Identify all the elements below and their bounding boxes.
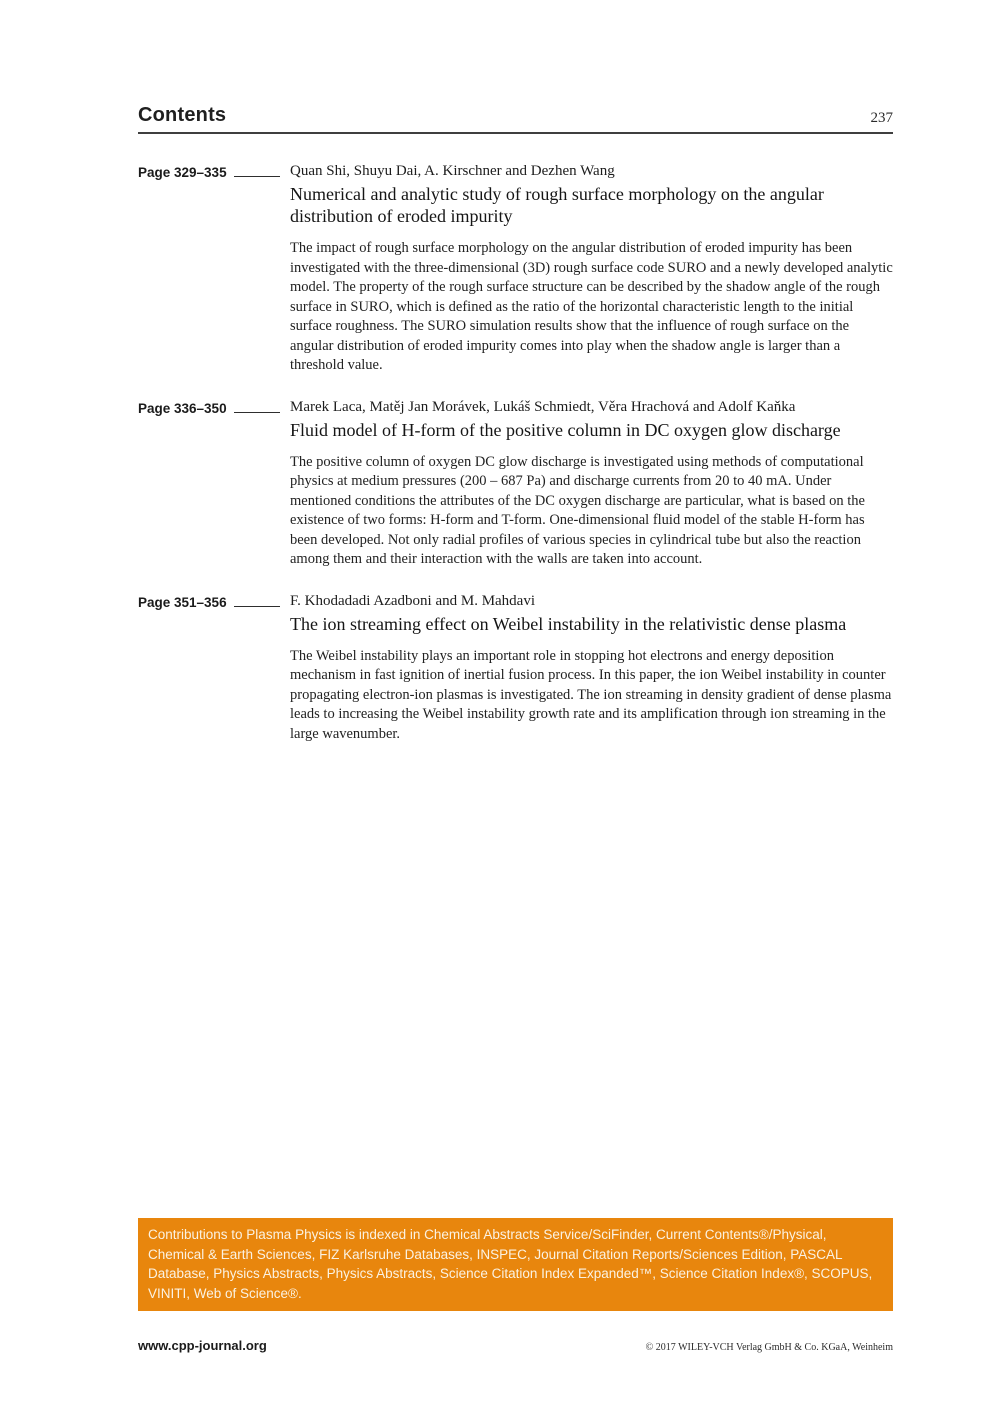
toc-entry-list — [138, 161, 893, 744]
indexing-banner — [138, 1218, 893, 1311]
entry-2-title: Fluid model of H-form of the positive column in DC oxygen glow discharge — [290, 419, 841, 440]
entry-2-fill-line — [234, 400, 280, 413]
entry-1-body — [290, 161, 893, 376]
toc-entry-3 — [138, 591, 893, 745]
indexing-banner-text: Contributions to Plasma Physics is indexed in Chemical Abstracts Service/SciFinder, Current Contents®/Physical, Chemical & Earth Sciences, FIZ Karlsruhe Databases, INSPEC, Journal Citation Reports/Sciences Edition, PASCAL Database, Physics Abstracts, Physics Abstracts, Science Citation Index Expanded™, Science Citation Index®, SCOPUS, VINITI, Web of Science®. — [148, 1227, 873, 1301]
page-title: Contents — [138, 104, 227, 126]
entry-1-abstract: The impact of rough surface morphology on the angular distribution of eroded impurity has been investigated with the three-dimensional (3D) rough surface code SURO and a newly developed analytic model. The property of the rough surface structure can be described by the shadow angle of the rough surface in SURO, which is defined as the ratio of the horizontal characteristic length to the initial surface roughness. The SURO simulation results show that the influence of rough surface on the angular distribution of eroded impurity comes into play when the shadow angle is larger than a threshold value. — [290, 240, 893, 373]
entry-2-page-range: Page 336–350 — [138, 400, 227, 416]
entry-3-abstract: The Weibel instability plays an important role in stopping hot electrons and energy deposition mechanism in fast ignition of inertial fusion process. In this paper, the ion Weibel instability in counter propagating electron-ion plasmas is investigated. The ion streaming in density gradient of dense plasma leads to increasing the Weibel instability growth rate and its amplification through ion streaming in the large wavenumber. — [290, 647, 892, 742]
entry-1-fill-line — [234, 164, 280, 177]
entry-3-title: The ion streaming effect on Weibel instability in the relativistic dense plasma — [290, 613, 847, 634]
entry-3-page-range: Page 351–356 — [138, 594, 227, 610]
entry-3-authors: F. Khodadadi Azadboni and M. Mahdavi — [290, 592, 536, 609]
journal-url: www.cpp-journal.org — [138, 1338, 267, 1353]
page-content — [138, 104, 893, 765]
entry-1-authors: Quan Shi, Shuyu Dai, A. Kirschner and Dezhen Wang — [290, 163, 615, 179]
page-footer — [138, 1338, 893, 1353]
entry-3-fill-line — [234, 594, 280, 607]
entry-1-title: Numerical and analytic study of rough surface morphology on the angular distribution of eroded impurity — [290, 184, 824, 226]
page-number: 237 — [870, 110, 893, 126]
copyright-notice: © 2017 WILEY-VCH Verlag GmbH & Co. KGaA, Weinheim — [645, 1342, 893, 1353]
entry-2-body — [290, 397, 893, 570]
entry-2-abstract: The positive column of oxygen DC glow discharge is investigated using methods of computational physics at medium pressures (200 – 687 Pa) and discharge currents from 20 to 40 mA. Under mentioned conditions the attributes of the DC oxygen discharge are particular, what is based on the existence of two forms: H-form and T-form. One-dimensional fluid model of the stable H-form has been developed. Not only radial profiles of various species in cylindrical tube but also the reaction among them and their interaction with the walls are taken into account. — [290, 453, 865, 567]
page-header — [138, 104, 893, 134]
entry-2-authors: Marek Laca, Matěj Jan Morávek, Lukáš Schmiedt, Věra Hrachová and Adolf Kaňka — [290, 398, 796, 415]
entry-1-left-column — [138, 161, 290, 376]
toc-entry-1 — [138, 161, 893, 376]
entry-2-left-column — [138, 397, 290, 570]
entry-3-left-column — [138, 591, 290, 745]
entry-3-body — [290, 591, 893, 745]
entry-1-page-range: Page 329–335 — [138, 165, 227, 180]
toc-entry-2 — [138, 397, 893, 570]
